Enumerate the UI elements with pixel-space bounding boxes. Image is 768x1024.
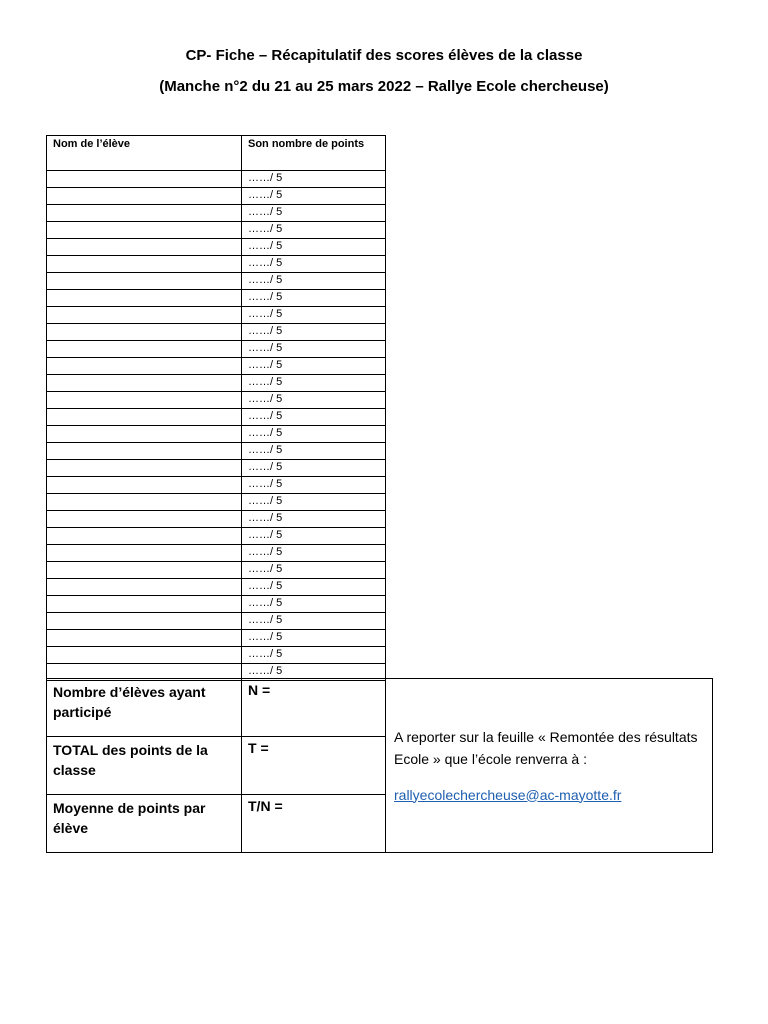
student-name-cell[interactable] xyxy=(47,273,242,290)
summary-row-participants xyxy=(47,679,713,737)
table-row xyxy=(47,596,386,613)
page-title: CP- Fiche – Récapitulatif des scores élèves de la classe xyxy=(185,47,583,64)
student-name-cell[interactable] xyxy=(47,596,242,613)
table-row xyxy=(47,460,386,477)
student-name-cell[interactable] xyxy=(47,239,242,256)
student-name-cell[interactable] xyxy=(47,205,242,222)
header-points: Son nombre de points xyxy=(242,136,386,171)
report-note xyxy=(386,679,713,853)
student-name-cell[interactable] xyxy=(47,222,242,239)
table-row xyxy=(47,239,386,256)
average-value-field[interactable]: T/N = xyxy=(242,795,386,853)
table-row xyxy=(47,307,386,324)
student-points-cell[interactable]: ……/ 5 xyxy=(242,477,386,494)
student-name-cell[interactable] xyxy=(47,341,242,358)
student-name-cell[interactable] xyxy=(47,426,242,443)
student-points-cell[interactable]: ……/ 5 xyxy=(242,256,386,273)
student-points-cell[interactable]: ……/ 5 xyxy=(242,290,386,307)
table-row xyxy=(47,188,386,205)
table-row xyxy=(47,222,386,239)
student-points-cell[interactable]: ……/ 5 xyxy=(242,188,386,205)
student-name-cell[interactable] xyxy=(47,358,242,375)
table-row xyxy=(47,477,386,494)
table-row xyxy=(47,630,386,647)
table-row xyxy=(47,290,386,307)
participants-label: Nombre d’élèves ayant participé xyxy=(47,679,242,737)
student-name-cell[interactable] xyxy=(47,511,242,528)
email-link[interactable]: rallyecolechercheuse@ac-mayotte.fr xyxy=(394,786,622,803)
student-points-cell[interactable]: ……/ 5 xyxy=(242,647,386,664)
table-row xyxy=(47,375,386,392)
student-points-cell[interactable]: ……/ 5 xyxy=(242,409,386,426)
student-name-cell[interactable] xyxy=(47,545,242,562)
table-row xyxy=(47,324,386,341)
participants-value-field[interactable]: N = xyxy=(242,679,386,737)
total-label: TOTAL des points de la classe xyxy=(47,737,242,795)
student-points-cell[interactable]: ……/ 5 xyxy=(242,239,386,256)
student-name-cell[interactable] xyxy=(47,613,242,630)
page-subtitle: (Manche n°2 du 21 au 25 mars 2022 – Rallye Ecole chercheuse) xyxy=(159,78,609,95)
student-name-cell[interactable] xyxy=(47,494,242,511)
student-name-cell[interactable] xyxy=(47,647,242,664)
table-row xyxy=(47,528,386,545)
scores-table xyxy=(46,135,386,681)
student-name-cell[interactable] xyxy=(47,307,242,324)
student-points-cell[interactable]: ……/ 5 xyxy=(242,596,386,613)
student-points-cell[interactable]: ……/ 5 xyxy=(242,511,386,528)
table-row xyxy=(47,613,386,630)
student-points-cell[interactable]: ……/ 5 xyxy=(242,375,386,392)
table-row xyxy=(47,358,386,375)
student-name-cell[interactable] xyxy=(47,290,242,307)
student-name-cell[interactable] xyxy=(47,630,242,647)
student-points-cell[interactable]: ……/ 5 xyxy=(242,443,386,460)
student-points-cell[interactable]: ……/ 5 xyxy=(242,630,386,647)
student-points-cell[interactable]: ……/ 5 xyxy=(242,579,386,596)
student-points-cell[interactable]: ……/ 5 xyxy=(242,613,386,630)
table-row xyxy=(47,171,386,188)
student-points-cell[interactable]: ……/ 5 xyxy=(242,494,386,511)
report-note-text: A reporter sur la feuille « Remontée des résultats Ecole » que l’école renverra à : xyxy=(394,728,698,767)
student-name-cell[interactable] xyxy=(47,324,242,341)
student-name-cell[interactable] xyxy=(47,392,242,409)
table-row xyxy=(47,511,386,528)
table-header-row xyxy=(47,136,386,171)
table-row xyxy=(47,545,386,562)
student-points-cell[interactable]: ……/ 5 xyxy=(242,171,386,188)
student-points-cell[interactable]: ……/ 5 xyxy=(242,273,386,290)
student-points-cell[interactable]: ……/ 5 xyxy=(242,307,386,324)
table-row xyxy=(47,341,386,358)
student-points-cell[interactable]: ……/ 5 xyxy=(242,222,386,239)
student-name-cell[interactable] xyxy=(47,256,242,273)
student-name-cell[interactable] xyxy=(47,477,242,494)
student-points-cell[interactable]: ……/ 5 xyxy=(242,562,386,579)
total-value-field[interactable]: T = xyxy=(242,737,386,795)
student-points-cell[interactable]: ……/ 5 xyxy=(242,545,386,562)
student-name-cell[interactable] xyxy=(47,409,242,426)
student-points-cell[interactable]: ……/ 5 xyxy=(242,205,386,222)
student-points-cell[interactable]: ……/ 5 xyxy=(242,460,386,477)
average-label: Moyenne de points par élève xyxy=(47,795,242,853)
student-name-cell[interactable] xyxy=(47,171,242,188)
table-row xyxy=(47,273,386,290)
table-row xyxy=(47,443,386,460)
header-student-name: Nom de l’élève xyxy=(47,136,242,171)
student-points-cell[interactable]: ……/ 5 xyxy=(242,392,386,409)
table-row xyxy=(47,579,386,596)
table-row xyxy=(47,562,386,579)
table-row xyxy=(47,426,386,443)
student-points-cell[interactable]: ……/ 5 xyxy=(242,426,386,443)
student-name-cell[interactable] xyxy=(47,375,242,392)
student-name-cell[interactable] xyxy=(47,443,242,460)
table-row xyxy=(47,647,386,664)
student-points-cell[interactable]: ……/ 5 xyxy=(242,664,386,681)
student-name-cell[interactable] xyxy=(47,188,242,205)
student-points-cell[interactable]: ……/ 5 xyxy=(242,324,386,341)
table-row xyxy=(47,256,386,273)
table-row xyxy=(47,494,386,511)
student-points-cell[interactable]: ……/ 5 xyxy=(242,341,386,358)
student-name-cell[interactable] xyxy=(47,460,242,477)
summary-table xyxy=(46,678,713,853)
student-name-cell[interactable] xyxy=(47,579,242,596)
table-row xyxy=(47,392,386,409)
table-row xyxy=(47,205,386,222)
table-row xyxy=(47,409,386,426)
student-name-cell[interactable] xyxy=(47,528,242,545)
student-points-cell[interactable]: ……/ 5 xyxy=(242,358,386,375)
student-name-cell[interactable] xyxy=(47,562,242,579)
student-points-cell[interactable]: ……/ 5 xyxy=(242,528,386,545)
